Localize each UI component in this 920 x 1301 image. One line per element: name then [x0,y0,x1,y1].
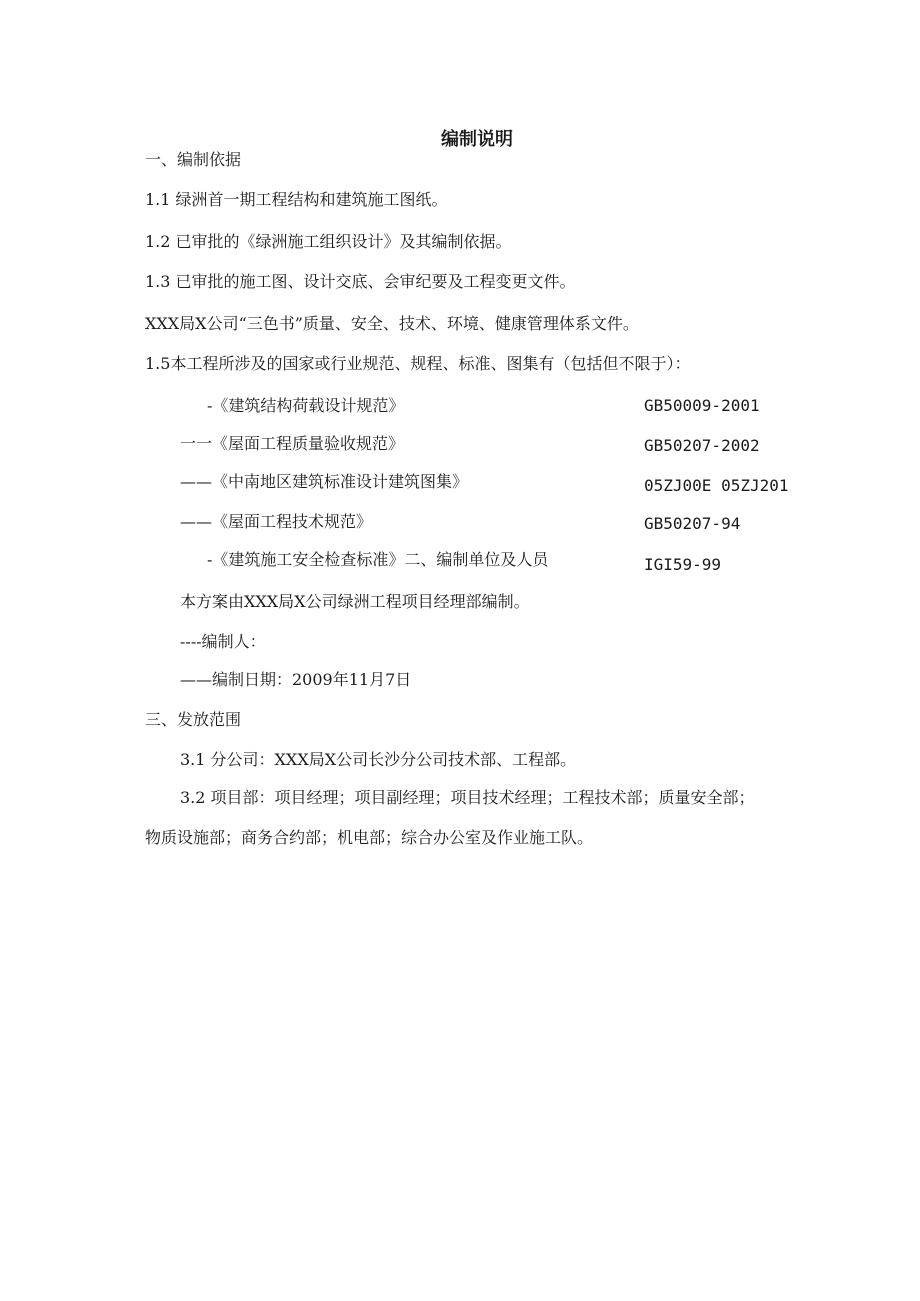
standard-name: ——《中南地区建筑标准设计建筑图集》 [180,472,469,491]
basis-item-1-3: 1.3 已审批的施工图、设计交底、会审纪要及工程变更文件。 [145,272,576,291]
standard-name: -《建筑施工安全检查标准》二、编制单位及人员 [207,550,549,569]
compiling-unit: 本方案由XXX局X公司绿洲工程项目经理部编制。 [180,592,530,611]
standard-name: -《建筑结构荷载设计规范》 [207,396,405,415]
compiler-line: ----编制人： [180,632,266,651]
basis-item-1-5: 1.5本工程所涉及的国家或行业规范、规程、标准、图集有（包括但不限于）： [145,354,691,373]
standard-code: GB50207-94 [644,514,741,533]
page-title: 编制说明 [441,129,513,150]
compile-date: ——编制日期：2009年11月7日 [180,670,412,689]
standard-code: GB50009-2001 [644,396,760,415]
distribution-item-3-2: 3.2 项目部：项目经理；项目副经理；项目技术经理；工程技术部；质量安全部； [180,788,755,807]
standard-code: GB50207-2002 [644,436,760,455]
basis-item-quality-docs: XXX局X公司“三色书”质量、安全、技术、环境、健康管理体系文件。 [145,314,639,333]
distribution-item-3-2-cont: 物质设施部；商务合约部；机电部；综合办公室及作业施工队。 [145,828,594,847]
standard-code: IGI59-99 [644,555,722,574]
distribution-item-3-1: 3.1 分公司：XXX局X公司长沙分公司技术部、工程部。 [180,750,577,769]
basis-item-1-1: 1.1 绿洲首一期工程结构和建筑施工图纸。 [145,190,448,209]
standard-code: 05ZJ00E 05ZJ201 [644,476,789,495]
basis-item-1-2: 1.2 已审批的《绿洲施工组织设计》及其编制依据。 [145,232,512,251]
standard-name: ——《屋面工程技术规范》 [180,512,373,531]
section-heading-distribution: 三、发放范围 [145,710,242,729]
section-heading-basis: 一、编制依据 [145,150,242,169]
standard-name: 一一《屋面工程质量验收规范》 [180,434,405,453]
